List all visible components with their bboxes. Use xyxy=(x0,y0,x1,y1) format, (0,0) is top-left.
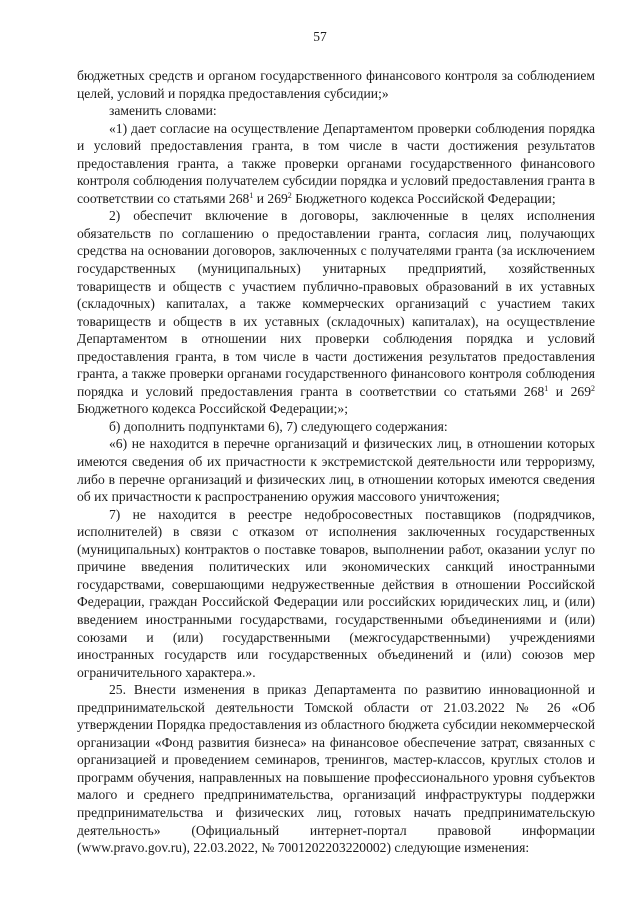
paragraph-item-1 xyxy=(77,120,595,208)
footnote-superscript: 2 xyxy=(591,383,595,393)
text-segment: «1) дает согласие на осуществление Департаментом проверки соблюдения порядка и условий предоставления гранта, в том числе в части достижения результатов предоставления гранта, а также проверки органами государственного финансового контроля соблюдения получателем субсидии порядка и условий предоставления гранта в соответствии со статьями 268 xyxy=(77,120,595,206)
text-segment: Бюджетного кодекса Российской Федерации;»; xyxy=(77,401,348,417)
paragraph-continuation: бюджетных средств и органом государственного финансового контроля за соблюдением целей, условий и порядка предоставления субсидии;» xyxy=(77,68,595,101)
page-number: 57 xyxy=(313,29,327,44)
text-segment: и 269 xyxy=(253,190,288,206)
footnote-superscript: 1 xyxy=(249,190,254,200)
paragraph-replace-with: заменить словами: xyxy=(109,103,217,119)
paragraph-item-6: «6) не находится в перечне организаций и физических лиц, в отношении которых имеются сведения об их причастности к экстремистской деятельности или терроризму, либо в перечне организаций и физических лиц, в отношении которых имеются сведения об их причастности к распространению оружия массового уничтожения; xyxy=(77,436,595,505)
paragraph-item-7: 7) не находится в реестре недобросовестных поставщиков (подрядчиков, исполнителей) в связи с отказом от исполнения заключенных государственных (муниципальных) контрактов о поставке товаров, выполнении работ, оказании услуг по причине введения политических или экономических санкций иностранными государствами, совершающими недружественные действия в отношении Российской Федерации, граждан Российской Федерации или российских юридических лиц, и (или) введением иностранными государствами, государственными объединениями и (или) союзами и (или) государственными (межгосударственными) учреждениями иностранных государств или государственных объединений и (или) союзов мер ограничительного характера.». xyxy=(77,506,595,680)
paragraph-section-25: 25. Внести изменения в приказ Департамента по развитию инновационной и предпринимательской деятельности Томской области от 21.03.2022 № 26 «Об утверждении Порядка предоставления из областного бюджета субсидии некоммерческой организации «Фонд развития бизнеса» на финансовое обеспечение затрат, связанных с организацией и проведением семинаров, тренингов, мастер-классов, круглых столов и программ обучения, направленных на повышение профессионального уровня субъектов малого и среднего предпринимательства, организаций инфраструктуры поддержки предпринимательства и физических лиц, готовых начать предпринимательскую деятельность» (Официальный интернет-портал правовой информации (www.pravo.gov.ru), 22.03.2022, № 7001202203220002) следующие изменения: xyxy=(77,682,595,856)
text-segment: и 269 xyxy=(548,383,591,399)
text-segment: 2) обеспечит включение в договоры, заключенные в целях исполнения обязательств по соглашению о предоставлении гранта, согласия лиц, получающих средства на основании договоров, заключенных с получателями гранта (за исключением государственных (муниципальных) унитарных предприятий, хозяйственных товариществ и обществ с участием публично-правовых образований в их уставных (складочных) капиталах, а также коммерческих организаций с участием таких товариществ и обществ в их уставных (складочных) капиталах), на осуществление Департаментом в отношении них проверки соблюдения порядка и условий предоставления гранта, в том числе в части достижения результатов предоставления гранта, а также проверки органами государственного финансового контроля соблюдения порядка и условий предоставления гранта в соответствии со статьями 268 xyxy=(77,208,595,399)
text-segment: Бюджетного кодекса Российской Федерации; xyxy=(291,190,556,206)
paragraph-subitem-b: б) дополнить подпунктами 6), 7) следующего содержания: xyxy=(109,418,448,434)
footnote-superscript: 2 xyxy=(287,190,292,200)
document-body xyxy=(77,67,595,857)
paragraph-item-2 xyxy=(77,207,595,418)
footnote-superscript: 1 xyxy=(544,383,549,393)
